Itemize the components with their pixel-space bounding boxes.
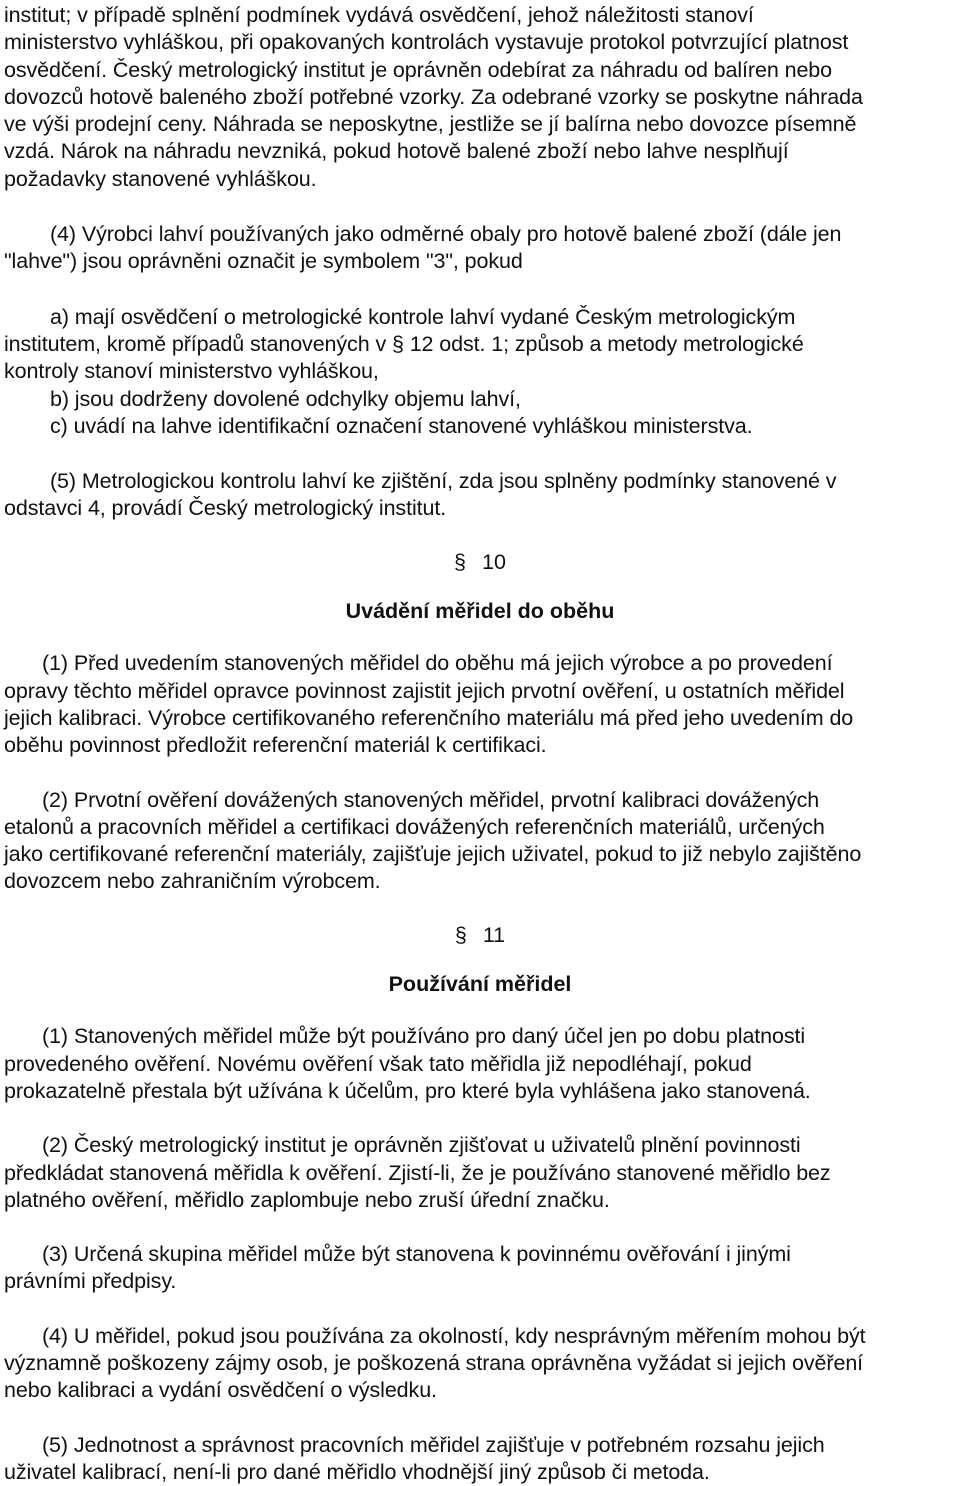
text-line: "lahve") jsou oprávněni označit je symbolem "3", pokud bbox=[4, 249, 523, 274]
text-line: (2) Prvotní ověření dovážených stanovených měřidel, prvotní kalibraci dovážených bbox=[42, 787, 820, 812]
list-item-c: c) uvádí na lahve identifikační označení stanovené vyhláškou ministerstva. bbox=[50, 413, 753, 438]
section-number-value: 10 bbox=[482, 549, 506, 574]
text-fragment: 12 odst. 1; způsob a metody metrologické bbox=[409, 331, 804, 356]
text-line: institut; v případě splnění podmínek vydává osvědčení, jehož náležitosti stanoví bbox=[4, 3, 754, 27]
section-sign-icon bbox=[455, 922, 467, 949]
text-line: požadavky stanovené vyhláškou. bbox=[4, 166, 317, 191]
section-number bbox=[4, 549, 956, 576]
text-line: provedeného ověření. Novému ověření však tato měřidla již nepodléhají, pokud bbox=[4, 1051, 752, 1076]
text-line: jako certifikované referenční materiály, zajišťuje jejich uživatel, pokud to již nebylo zajištěno bbox=[4, 842, 862, 867]
section-10-paragraph-1 bbox=[4, 650, 956, 759]
text-line: ministerstvo vyhláškou, při opakovaných kontrolách vystavuje protokol potvrzující platnost bbox=[4, 30, 849, 55]
text-line: (2) Český metrologický institut je oprávněn zjišťovat u uživatelů plnění povinnosti bbox=[42, 1133, 801, 1158]
list-item-a-line: kontroly stanoví ministerstvo vyhláškou, bbox=[4, 359, 379, 384]
section-number-value: 11 bbox=[482, 922, 506, 947]
list-item-a-line bbox=[4, 331, 956, 358]
text-line: (5) Metrologickou kontrolu lahví ke zjištění, zda jsou splněny podmínky stanovené v bbox=[50, 469, 837, 494]
section-11-paragraph-2 bbox=[4, 1132, 956, 1214]
list-item-b: b) jsou dodrženy dovolené odchylky objemu lahví, bbox=[50, 386, 521, 411]
text-line: (4) Výrobci lahví používaných jako odměrné obaly pro hotově balené zboží (dále jen bbox=[50, 222, 842, 247]
text-line: nebo kalibraci a vydání osvědčení o výsledku. bbox=[4, 1378, 437, 1403]
section-11-paragraph-4 bbox=[4, 1323, 956, 1405]
text-line: (4) U měřidel, pokud jsou používána za okolností, kdy nesprávným měřením mohou být bbox=[42, 1323, 866, 1348]
text-line: dovozců hotově baleného zboží potřebné vzorky. Za odebrané vzorky se poskytne náhrada bbox=[4, 84, 863, 109]
text-fragment: institutem, kromě případů stanovených v bbox=[4, 331, 387, 356]
section-title: Uvádění měřidel do oběhu bbox=[345, 599, 615, 624]
paragraph-5 bbox=[4, 468, 956, 523]
text-line: (5) Jednotnost a správnost pracovních měřidel zajišťuje v potřebném rozsahu jejich bbox=[42, 1432, 825, 1457]
section-11-paragraph-3 bbox=[4, 1241, 956, 1296]
text-line: (1) Před uvedením stanovených měřidel do oběhu má jejich výrobce a po provedení bbox=[42, 651, 833, 676]
text-line: dovozcem nebo zahraničním výrobcem. bbox=[4, 869, 381, 894]
text-line: platného ověření, měřidlo zaplombuje nebo zruší úřední značku. bbox=[4, 1187, 610, 1212]
text-line: oběhu povinnost předložit referenční materiál k certifikaci. bbox=[4, 733, 547, 758]
text-line: jejich kalibraci. Výrobce certifikovaného referenčního materiálu má před jeho uvedením do bbox=[4, 705, 854, 730]
text-line: uživatel kalibrací, není-li pro dané měřidlo vhodnější jiný způsob či metoda. bbox=[4, 1459, 710, 1484]
text-line: ve výši prodejní ceny. Náhrada se neposkytne, jestliže se jí balírna nebo dovozce písemně bbox=[4, 112, 857, 137]
text-line: odstavci 4, provádí Český metrologický institut. bbox=[4, 496, 447, 521]
list-item-a-line: a) mají osvědčení o metrologické kontrole lahví vydané Českým metrologickým bbox=[50, 304, 796, 329]
paragraph-4-items bbox=[4, 304, 956, 440]
text-line: (1) Stanovených měřidel může být používáno pro daný účel jen po dobu platnosti bbox=[42, 1024, 806, 1049]
paragraph-continuation bbox=[4, 2, 956, 193]
paragraph-4 bbox=[4, 221, 956, 276]
text-line: vzdá. Nárok na náhradu nevzniká, pokud hotově balené zboží nebo lahve nesplňují bbox=[4, 139, 789, 164]
text-line: významně poškozeny zájmy osob, je poškozená strana oprávněna vyžádat si jejich ověření bbox=[4, 1350, 864, 1375]
text-line: prokazatelně přestala být užívána k účelům, pro které byla vyhlášena jako stanovená. bbox=[4, 1078, 811, 1103]
section-11-paragraph-5 bbox=[4, 1432, 956, 1486]
text-line: předkládat stanovená měřidla k ověření. Zjistí-li, že je používáno stanovené měřidlo bez bbox=[4, 1160, 831, 1185]
section-sign-icon bbox=[392, 331, 404, 358]
section-sign-icon bbox=[454, 549, 466, 576]
text-line: opravy těchto měřidel opravce povinnost zajistit jejich prvotní ověření, u ostatních měřidel bbox=[4, 678, 845, 703]
text-line: osvědčení. Český metrologický institut je oprávněn odebírat za náhradu od balíren nebo bbox=[4, 57, 833, 82]
section-10-paragraph-2 bbox=[4, 787, 956, 896]
section-title: Používání měřidel bbox=[388, 972, 572, 997]
text-line: právními předpisy. bbox=[4, 1269, 177, 1294]
text-line: (3) Určená skupina měřidel může být stanovena k povinnému ověřování i jinými bbox=[42, 1242, 791, 1267]
text-line: etalonů a pracovních měřidel a certifikaci dovážených referenčních materiálů, určených bbox=[4, 814, 825, 839]
section-number bbox=[4, 922, 956, 949]
section-11-paragraph-1 bbox=[4, 1023, 956, 1105]
